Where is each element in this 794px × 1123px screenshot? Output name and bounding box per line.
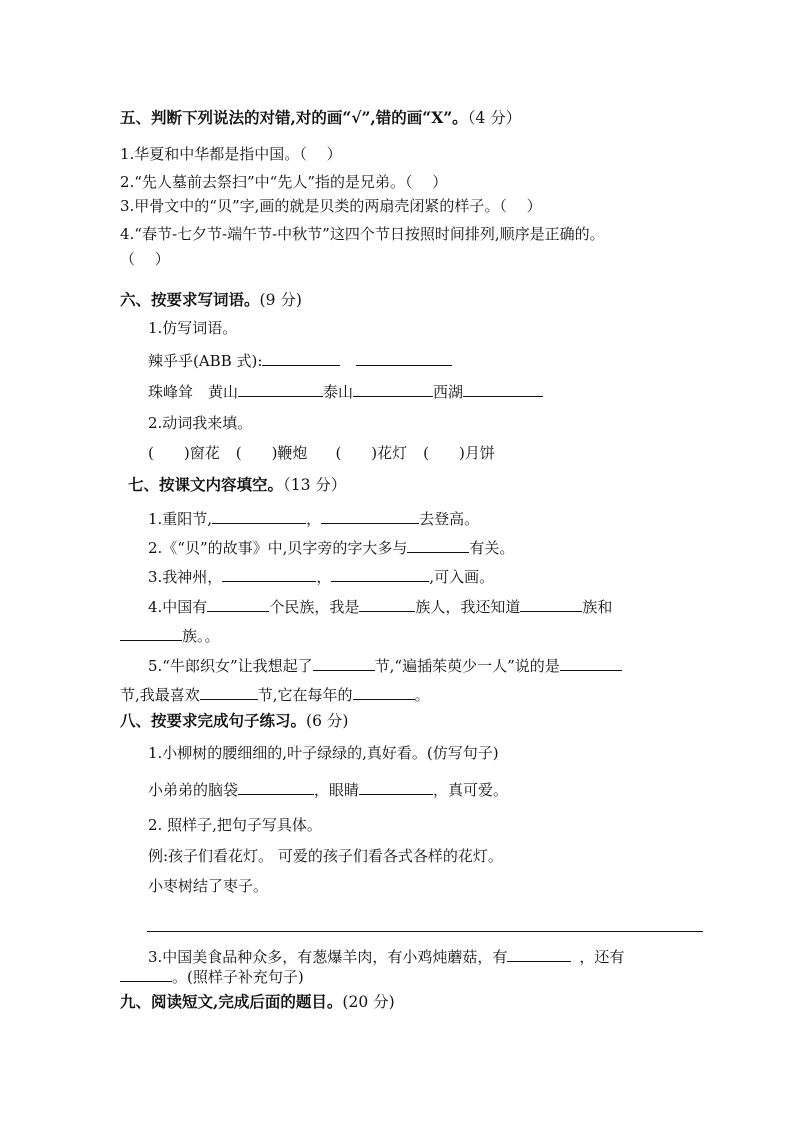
- s8-example: 例:孩子们看花灯。 可爱的孩子们看各式各样的花灯。: [148, 847, 503, 865]
- section-7-points: （13 分）: [283, 476, 347, 494]
- s8-q2: 2. 照样子,把句子写具体。: [148, 816, 322, 834]
- s7-line-3: [148, 566, 494, 587]
- s8-q1-text-b: ，眼睛: [314, 781, 360, 799]
- s7-line-5-cont: [120, 684, 430, 705]
- s7-l3-blank-2[interactable]: [331, 566, 429, 582]
- s7-l4-blank-1[interactable]: [207, 596, 269, 612]
- section-8-heading: [120, 711, 348, 731]
- s6-verbs-row: [148, 443, 495, 463]
- s7-l4-blank-4[interactable]: [120, 625, 182, 641]
- s6-verb-4: ( )月饼: [423, 444, 495, 462]
- s7-l3-text-b: ，: [316, 568, 332, 586]
- s7-l1-text-a: 1.重阳节,: [148, 510, 213, 528]
- s8-q3-blank-1[interactable]: [507, 946, 571, 962]
- s7-l5-text-b: 节,“遍插茱萸少一人”说的是: [374, 657, 560, 675]
- s7-l5-text-a: 5.“牛郎织女”让我想起了: [148, 657, 313, 675]
- section-7-title: 七、按课文内容填空。: [128, 475, 284, 494]
- s6-abb-row: [148, 350, 452, 371]
- s7-l5-blank-2[interactable]: [560, 655, 622, 671]
- s6-verb-3: ( )花灯: [335, 444, 408, 462]
- s6-q2: 2.动词我来填。: [148, 414, 253, 432]
- s6-pair-blank-2[interactable]: [353, 381, 433, 397]
- s6-pair-3: 西湖: [433, 383, 464, 401]
- s7-l5-blank-3[interactable]: [200, 684, 258, 700]
- s6-pair-2: 泰山: [323, 383, 354, 401]
- s7-l1-text-c: 去登高。: [419, 510, 480, 528]
- s7-l4-text-e: 族。。: [182, 627, 220, 645]
- s7-l5-text-c: 节,我最喜欢: [120, 686, 200, 704]
- section-7-heading: [128, 475, 346, 495]
- s8-answer-line[interactable]: [147, 931, 703, 932]
- s7-l3-blank-1[interactable]: [222, 566, 316, 582]
- s7-l2-text-a: 2.《“贝”的故事》中,贝字旁的字大多与: [148, 539, 408, 557]
- s5-item-4-paren: （ ）: [120, 250, 170, 268]
- s7-line-2: [148, 537, 514, 558]
- s7-line-4-cont: [120, 625, 220, 646]
- section-5-points: （4 分）: [467, 109, 522, 127]
- s8-q2-sentence: 小枣树结了枣子。: [148, 877, 269, 895]
- s7-l4-text-b: 个民族，我是: [269, 598, 360, 616]
- s8-q1-row: [148, 779, 508, 800]
- s6-pair-blank-3[interactable]: [463, 381, 543, 397]
- s8-q3-blank-2[interactable]: [120, 966, 172, 982]
- s5-item-2: 2.“先人墓前去祭扫”中“先人”指的是兄弟。（ ）: [120, 173, 448, 191]
- s7-l4-blank-3[interactable]: [520, 596, 582, 612]
- s7-l1-blank-2[interactable]: [321, 508, 419, 524]
- s6-q1: 1.仿写词语。: [148, 319, 238, 337]
- s6-pair-blank-1[interactable]: [238, 381, 323, 397]
- s7-l4-text-c: 族人，我还知道: [415, 598, 521, 616]
- s5-item-4: 4.“春节-七夕节-端午节-中秋节”这四个节日按照时间排列,顺序是正确的。: [120, 225, 605, 243]
- section-5-heading: [120, 108, 521, 128]
- s7-line-1: [148, 508, 479, 529]
- s7-l1-blank-1[interactable]: [212, 508, 306, 524]
- s7-line-4: [148, 596, 612, 617]
- section-8-points: (6 分): [306, 712, 349, 730]
- s6-abb-blank-1[interactable]: [262, 350, 340, 366]
- section-9-points: (20 分): [342, 993, 395, 1011]
- s6-verb-1: ( )窗花: [148, 444, 220, 462]
- s7-l4-blank-2[interactable]: [359, 596, 415, 612]
- s8-q3-text-a: 3.中国美食品种众多，有葱爆羊肉，有小鸡炖蘑菇，有: [148, 948, 508, 966]
- s8-q3-cont: [120, 966, 304, 987]
- section-6-heading: [120, 290, 302, 310]
- s8-q3-text-b: ，还有: [579, 948, 625, 966]
- s8-q1: 1.小柳树的腰细细的,叶子绿绿的,真好看。(仿写句子): [148, 744, 499, 762]
- s6-pair-1: 珠峰耸 黄山: [148, 383, 239, 401]
- s8-q3-row: [148, 946, 624, 967]
- s5-item-3: 3.甲骨文中的“贝”字,画的就是贝类的两扇壳闭紧的样子。（ ）: [120, 197, 542, 215]
- s7-l3-text-a: 3.我神州，: [148, 568, 223, 586]
- s6-abb-blank-2[interactable]: [356, 350, 452, 366]
- s7-l5-blank-4[interactable]: [353, 684, 415, 700]
- s8-q1-text-c: ，真可爱。: [433, 781, 509, 799]
- section-5-title: 五、判断下列说法的对错,对的画“√”,错的画“X”。: [120, 108, 468, 127]
- s7-l5-text-d: 节,它在每年的: [257, 686, 353, 704]
- section-6-title: 六、按要求写词语。: [120, 290, 260, 309]
- s6-pairs-row: [148, 381, 543, 402]
- s7-l2-text-b: 有关。: [469, 539, 515, 557]
- s6-abb-label: 辣乎乎(ABB 式):: [148, 352, 263, 370]
- s8-q3-text-c: 。(照样子补充句子): [172, 968, 304, 986]
- section-9-heading: [120, 992, 395, 1012]
- s7-l4-text-a: 4.中国有: [148, 598, 208, 616]
- s7-l5-text-e: 。: [414, 686, 430, 704]
- s7-l5-blank-1[interactable]: [313, 655, 375, 671]
- section-8-title: 八、按要求完成句子练习。: [120, 711, 307, 730]
- s8-q1-blank-1[interactable]: [238, 779, 314, 795]
- s7-l1-text-b: ，: [306, 510, 322, 528]
- s8-q1-blank-2[interactable]: [359, 779, 433, 795]
- section-9-title: 九、阅读短文,完成后面的题目。: [120, 992, 343, 1011]
- s8-q1-text-a: 小弟弟的脑袋: [148, 781, 239, 799]
- s6-verb-2: ( )鞭炮: [235, 444, 308, 462]
- s5-item-1: 1.华夏和中华都是指中国。（ ）: [120, 145, 342, 163]
- s7-line-5: [148, 655, 622, 676]
- s7-l4-text-d: 族和: [582, 598, 613, 616]
- s7-l3-text-c: ,可入画。: [429, 568, 495, 586]
- section-6-points: (9 分): [259, 291, 302, 309]
- s7-l2-blank-1[interactable]: [407, 537, 469, 553]
